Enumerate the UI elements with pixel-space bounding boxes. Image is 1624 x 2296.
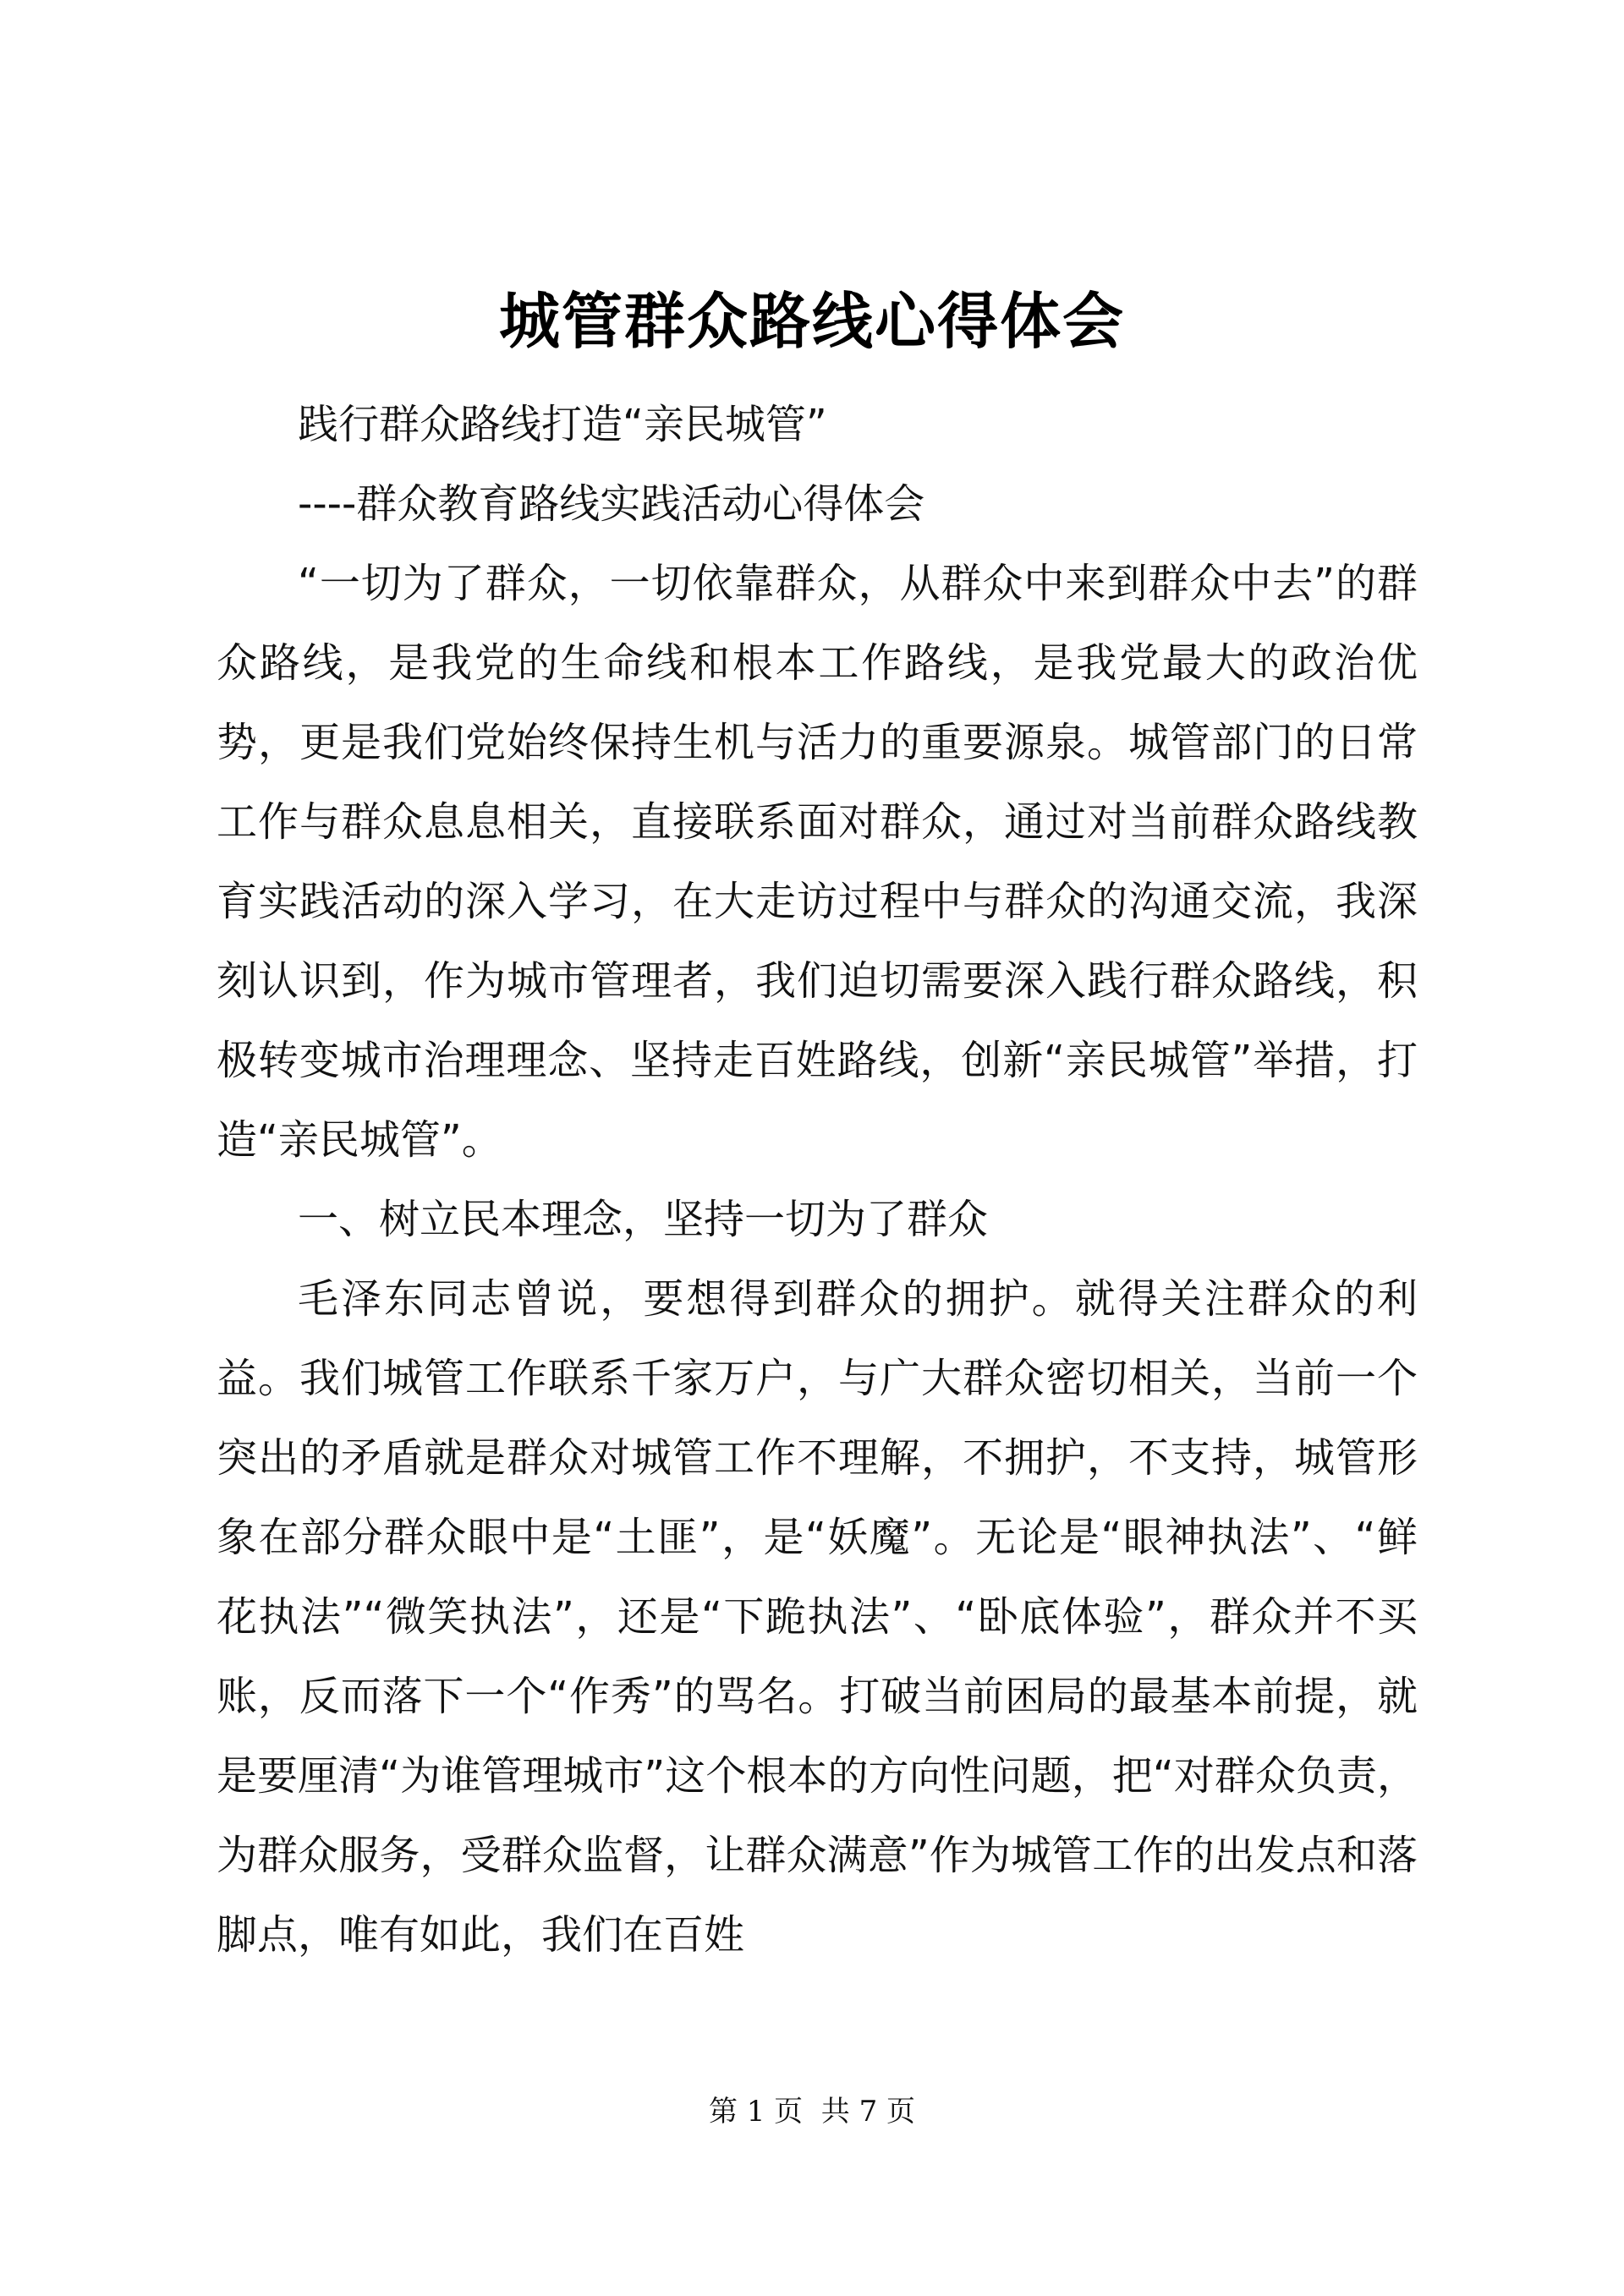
page-footer xyxy=(0,2091,1624,2133)
subtitle-line: ----群众教育路线实践活动心得体会 xyxy=(298,480,925,528)
document-body xyxy=(217,385,1418,1975)
body-paragraph: “一切为了群众，一切依靠群众，从群众中来到群众中去”的群众路线，是我党的生命线和根本工作路线，是我党最大的政治优势，更是我们党始终保持生机与活力的重要源泉。城管部门的日常工作与群众息息相关，直接联系面对群众，通过对当前群众路线教育实践活动的深入学习，在大走访过程中与群众的沟通交流，我深刻认识到，作为城市管理者，我们迫切需要深入践行群众路线，积极转变城市治理理念、坚持走百姓路线，创新“亲民城管”举措，打造“亲民城管”。 xyxy=(217,560,1418,1164)
page-number: 第 1 页 共 7 页 xyxy=(708,2095,916,2129)
section-heading: 一、树立民本理念，坚持一切为了群众 xyxy=(298,1196,989,1243)
body-paragraph: 毛泽东同志曾说，要想得到群众的拥护。就得关注群众的利益。我们城管工作联系千家万户，与广大群众密切相关，当前一个突出的矛盾就是群众对城管工作不理解，不拥护，不支持，城管形象在部分群众眼中是“土匪”，是“妖魔”。无论是“眼神执法”、“鲜花执法”“微笑执法”，还是“下跪执法”、“卧底体验”，群众并不买账，反而落下一个“作秀”的骂名。打破当前困局的最基本前提，就是要厘清“为谁管理城市”这个根本的方向性问题，把“对群众负责，为群众服务，受群众监督，让群众满意”作为城管工作的出发点和落脚点，唯有如此，我们在百姓 xyxy=(217,1275,1418,1959)
document-title: 城管群众路线心得体会 xyxy=(498,285,1125,357)
subtitle-line: 践行群众路线打造“亲民城管” xyxy=(298,401,827,448)
